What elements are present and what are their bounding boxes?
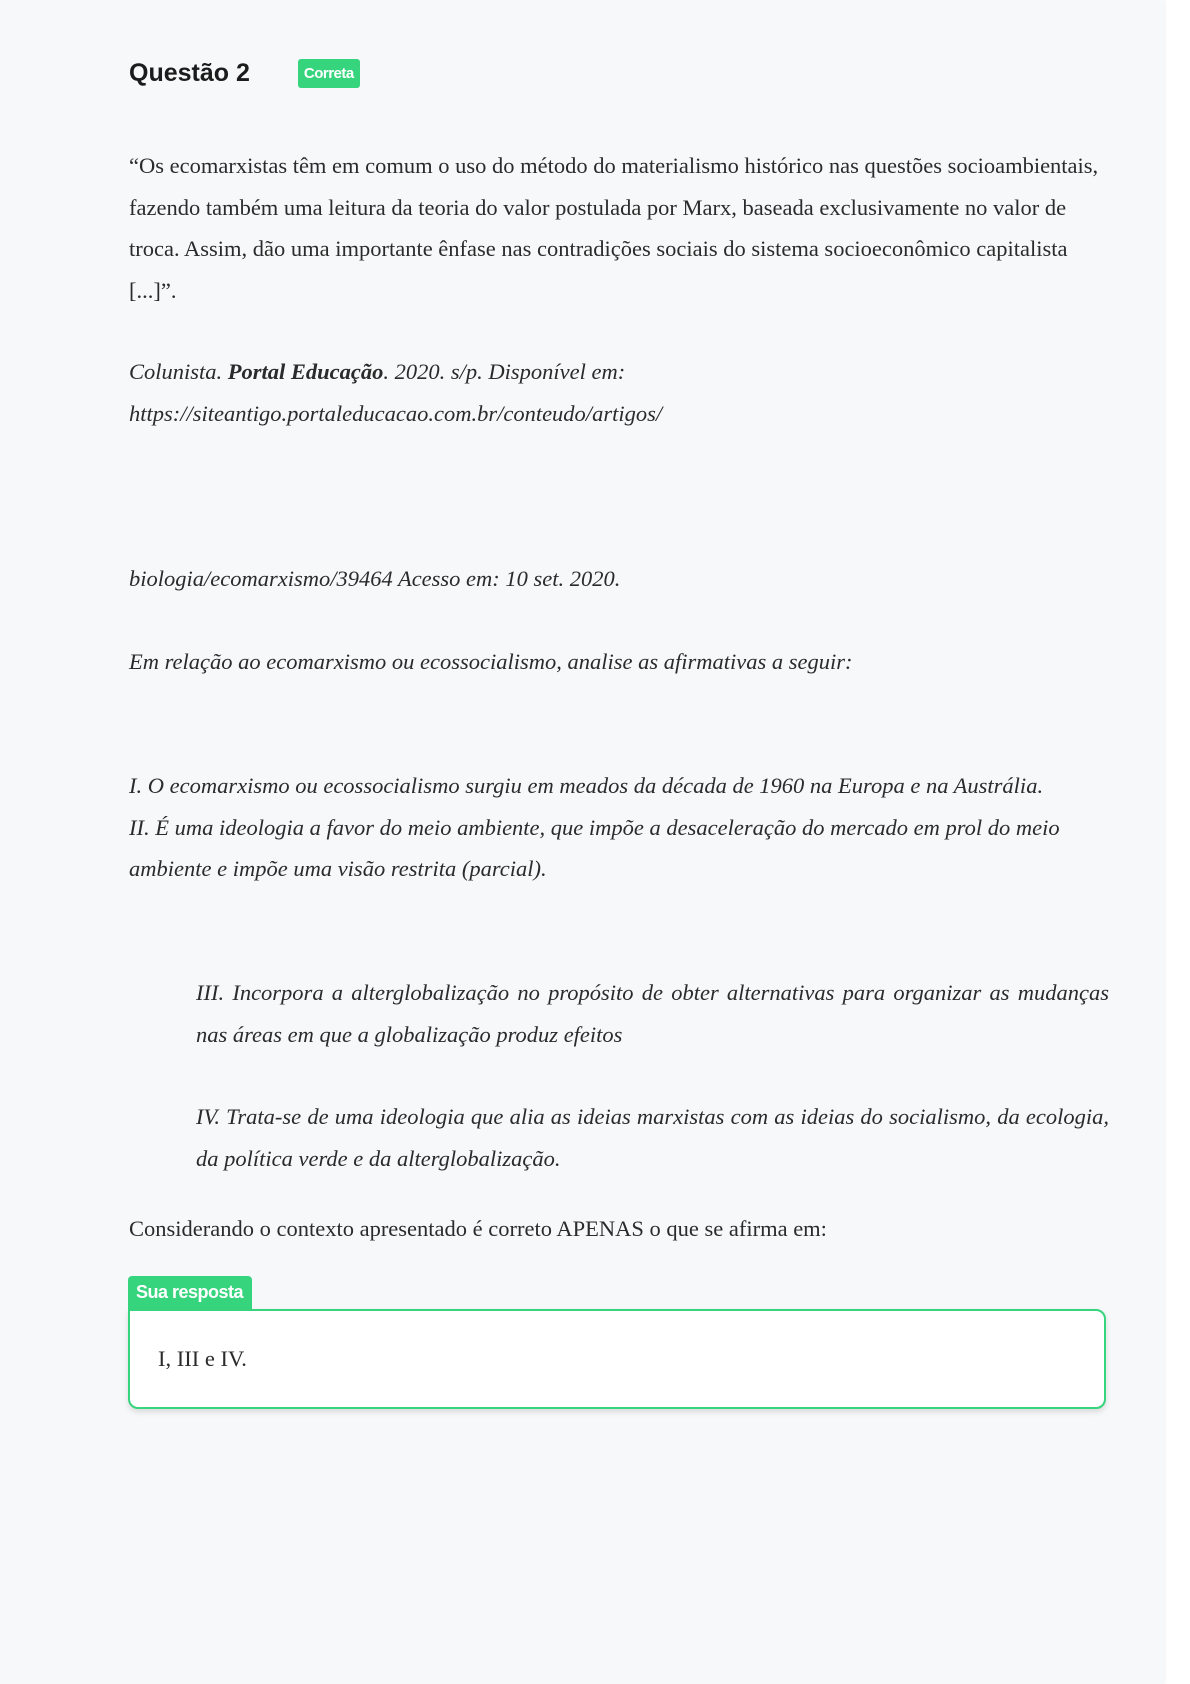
citation-details: . 2020. s/p. Disponível em: xyxy=(383,359,626,384)
statements-list xyxy=(129,765,1109,890)
citation-source: Portal Educação xyxy=(227,359,384,384)
status-badge: Correta xyxy=(298,59,360,88)
answer-value: I, III e IV. xyxy=(158,1346,247,1371)
citation-url: https://siteantigo.portaleducacao.com.br/conteudo/artigos/ xyxy=(129,400,663,426)
citation xyxy=(129,351,1109,434)
consider-text: Considerando o contexto apresentado é correto APENAS o que se afirma em: xyxy=(129,1216,827,1241)
question-header xyxy=(129,58,360,88)
citation-author: Colunista. xyxy=(129,359,223,384)
question-title: Questão 2 xyxy=(129,58,250,87)
answer-box xyxy=(128,1309,1106,1409)
statement-i: I. O ecomarxismo ou ecossocialismo surgiu em meados da década de 1960 na Europa e na Austrália. xyxy=(129,773,1044,798)
quote-text: “Os ecomarxistas têm em comum o uso do método do materialismo histórico nas questões socioambientais, fazendo também uma leitura da teoria do valor postulada por Marx, baseada exclusivamente no valor de troca. Assim, dão uma importante ênfase nas contradições sociais do sistema socioeconômico capitalista [...]”. xyxy=(129,153,1099,303)
statement-iii: III. Incorpora a alterglobalização no propósito de obter alternativas para organizar as mudanças nas áreas em que a globalização produz efeitos xyxy=(196,980,1109,1047)
question-prompt: Em relação ao ecomarxismo ou ecossocialismo, analise as afirmativas a seguir: xyxy=(129,649,853,674)
statement-iv: IV. Trata-se de uma ideologia que alia as ideias marxistas com as ideias do socialismo, da ecologia, da política verde e da alterglobalização. xyxy=(196,1104,1109,1171)
statement-ii: II. É uma ideologia a favor do meio ambiente, que impõe a desaceleração do mercado em prol do meio ambiente e impõe uma visão restrita (parcial). xyxy=(129,814,1060,881)
answer-label: Sua resposta xyxy=(128,1276,252,1309)
citation-continuation: biologia/ecomarxismo/39464 Acesso em: 10 set. 2020. xyxy=(129,566,621,591)
